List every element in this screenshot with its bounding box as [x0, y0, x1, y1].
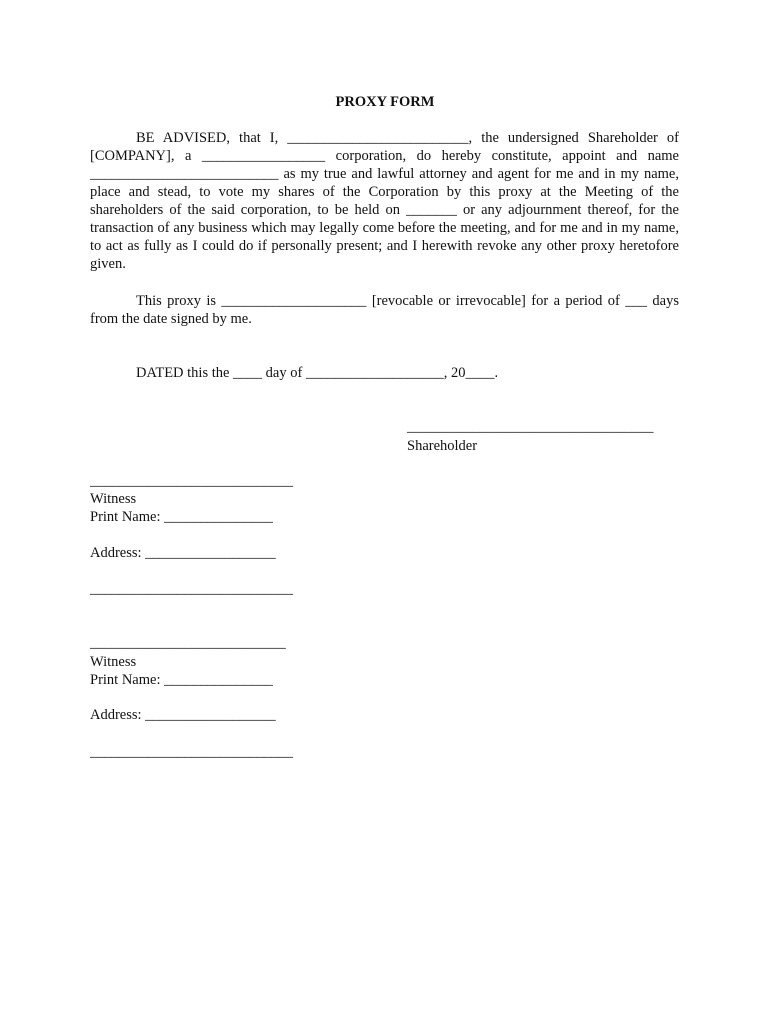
witness1-signature-line: ____________________________ [90, 473, 293, 489]
dated-line: DATED this the ____ day of ___________________, 20____. [136, 365, 499, 381]
witness2-signature-line: ___________________________ [90, 635, 286, 651]
shareholder-signature-line: __________________________________ [407, 419, 654, 435]
shareholder-label: Shareholder [407, 438, 478, 454]
witness2-address-line: ____________________________ [90, 744, 293, 760]
appointment-paragraph: BE ADVISED, that I, _________________________, the undersigned Shareholder of [COMPANY], a _________________ corporation, do hereby constitute, appoint and name __________________________ as my true and lawful attorney and agent for me and in my name, place and stead, to vote my shares of the Corporation by this proxy at the Meeting of the shareholders of the said corporation, to be held on _______ or any adjournment thereof, for the transaction of any business which may legally come before the meeting, and for me and in my name, to act as fully as I could do if personally present; and I herewith revoke any other proxy heretofore given. [90, 130, 679, 272]
witness2-label: Witness [90, 654, 137, 670]
witness1-address-line: ____________________________ [90, 581, 293, 597]
witness1-address: Address: __________________ [90, 545, 276, 561]
witness1-print-name: Print Name: _______________ [90, 509, 273, 525]
proxy-term-paragraph: This proxy is ____________________ [revocable or irrevocable] for a period of ___ days from the date signed by me. [90, 293, 679, 327]
document-title: PROXY FORM [335, 94, 435, 110]
witness1-label: Witness [90, 491, 137, 507]
witness2-address: Address: __________________ [90, 707, 276, 723]
witness2-print-name: Print Name: _______________ [90, 672, 273, 688]
